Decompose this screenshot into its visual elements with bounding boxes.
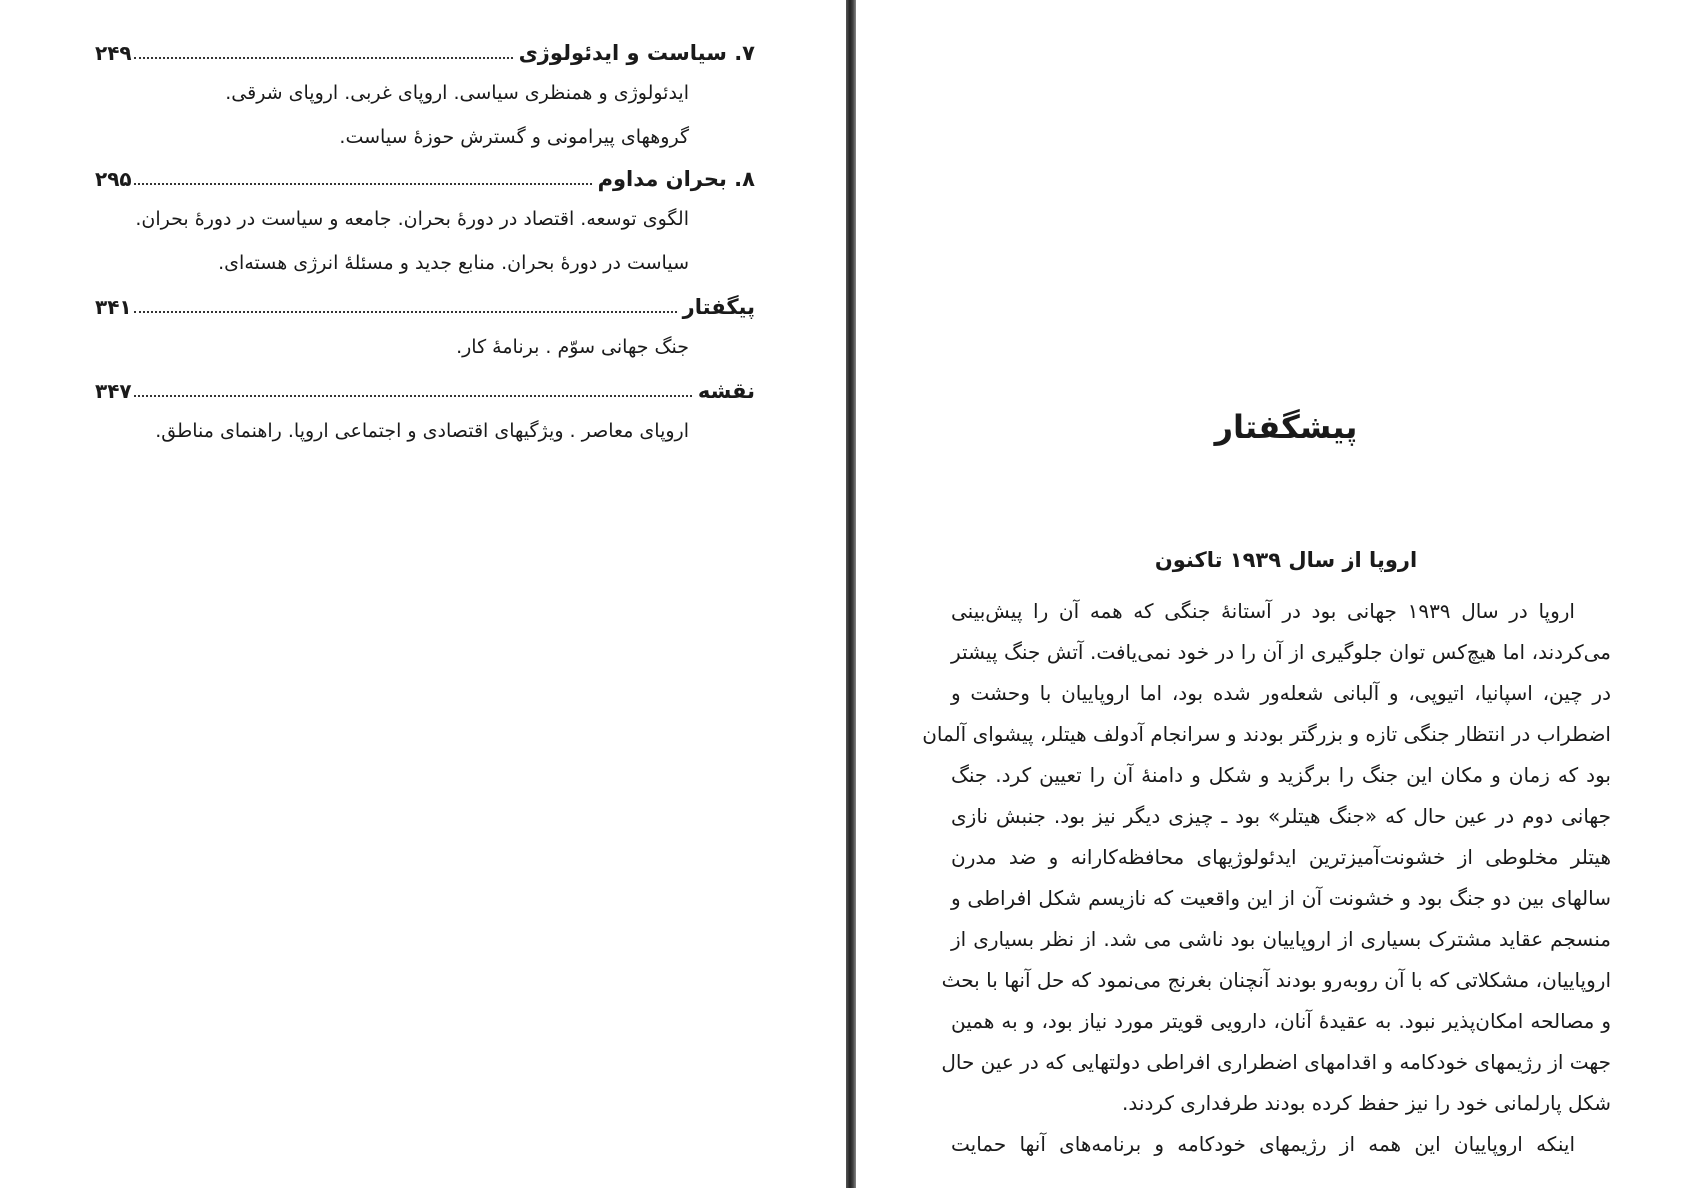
body-line: اروپا در سال ۱۹۳۹ جهانی بود در آستانهٔ جنگی که همه آن را پیش‌بینی bbox=[951, 599, 1575, 623]
toc-page-number: ۳۴۱ bbox=[95, 295, 132, 319]
toc-entry-title: ۸. بحران مداوم bbox=[597, 167, 755, 191]
book-gutter bbox=[846, 0, 856, 1188]
toc-leader-dots bbox=[134, 57, 513, 59]
toc-page-number: ۳۴۷ bbox=[95, 379, 132, 403]
toc-entry-epilogue bbox=[95, 290, 755, 324]
toc-entry-maps bbox=[95, 374, 755, 408]
toc-entry-chapter-8 bbox=[95, 162, 755, 196]
body-line: و مصالحه امکان‌پذیر نبود. به عقیدهٔ آنان، دارویی قویتر مورد نیاز بود، و به همین bbox=[951, 1009, 1611, 1033]
toc-subentry: سیاست در دورهٔ بحران. منابع جدید و مسئلهٔ انرژی هسته‌ای. bbox=[218, 252, 689, 274]
toc-subentry: الگوی توسعه. اقتصاد در دورهٔ بحران. جامعه و سیاست در دورهٔ بحران. bbox=[135, 208, 689, 230]
toc-page bbox=[0, 0, 846, 1188]
toc-subentry: اروپای معاصر . ویژگیهای اقتصادی و اجتماعی اروپا. راهنمای مناطق. bbox=[155, 420, 689, 442]
body-line: بود که زمان و مکان این جنگ را برگزید و شکل و دامنهٔ آن را تعیین کرد. جنگ bbox=[951, 763, 1611, 787]
toc-subentry: جنگ جهانی سوّم . برنامهٔ کار. bbox=[456, 336, 689, 358]
body-line: جهت از رژیمهای خودکامه و اقدامهای اضطراری افراطی دولتهایی که در عین حال bbox=[941, 1050, 1611, 1074]
toc-leader-dots bbox=[134, 183, 592, 185]
body-line: شکل پارلمانی خود را نیز حفظ کرده بودند طرفداری کردند. bbox=[1122, 1091, 1611, 1115]
preface-body bbox=[922, 591, 1611, 1165]
body-line: اضطراب در انتظار جنگی تازه و بزرگتر بودند و سرانجام آدولف هیتلر، پیشوای آلمان bbox=[922, 722, 1611, 746]
toc-entry-chapter-7 bbox=[95, 36, 755, 70]
body-line: اینکه اروپاییان این همه از رژیمهای خودکامه و برنامه‌های آنها حمایت bbox=[951, 1132, 1575, 1156]
toc-leader-dots bbox=[134, 395, 692, 397]
section-heading: اروپا از سال ۱۹۳۹ تاکنون bbox=[1154, 548, 1418, 572]
body-line: جهانی دوم در عین حال که «جنگ هیتلر» بود ـ چیزی دیگر نیز بود. جنبش نازی bbox=[951, 804, 1611, 828]
toc-entry-title: پیگفتار bbox=[682, 295, 755, 319]
toc-leader-dots bbox=[134, 311, 677, 313]
chapter-title: پیشگفتار bbox=[1214, 408, 1358, 446]
body-line: اروپاییان، مشکلاتی که با آن روبه‌رو بودند آنچنان بغرنج می‌نمود که حل آنها با بحث bbox=[941, 968, 1611, 992]
preface-page bbox=[856, 0, 1695, 1188]
toc-entry-title: نقشه bbox=[697, 379, 755, 403]
body-line: هیتلر مخلوطی از خشونت‌آمیزترین ایدئولوژیهای محافظه‌کارانه و ضد مدرن bbox=[951, 845, 1611, 869]
body-line: می‌کردند، اما هیچ‌کس توان جلوگیری از آن را در خود نمی‌یافت. آتش جنگ پیشتر bbox=[951, 640, 1611, 664]
toc-subentry: گروههای پیرامونی و گسترش حوزهٔ سیاست. bbox=[339, 126, 689, 148]
toc-subentry: ایدئولوژی و همنظری سیاسی. اروپای غربی. اروپای شرقی. bbox=[225, 82, 689, 104]
toc-page-number: ۲۹۵ bbox=[95, 167, 132, 191]
toc-entry-title: ۷. سیاست و ایدئولوژی bbox=[518, 41, 755, 65]
body-line: منسجم عقاید مشترک بسیاری از اروپاییان بود ناشی می شد. از نظر بسیاری از bbox=[951, 927, 1611, 951]
toc-page-number: ۲۴۹ bbox=[95, 41, 132, 65]
body-line: در چین، اسپانیا، اتیوپی، و آلبانی شعله‌ور شده بود، اما اروپاییان با وحشت و bbox=[951, 681, 1611, 705]
body-line: سالهای بین دو جنگ بود و خشونت آن از این واقعیت که نازیسم شکل افراطی و bbox=[951, 886, 1611, 910]
